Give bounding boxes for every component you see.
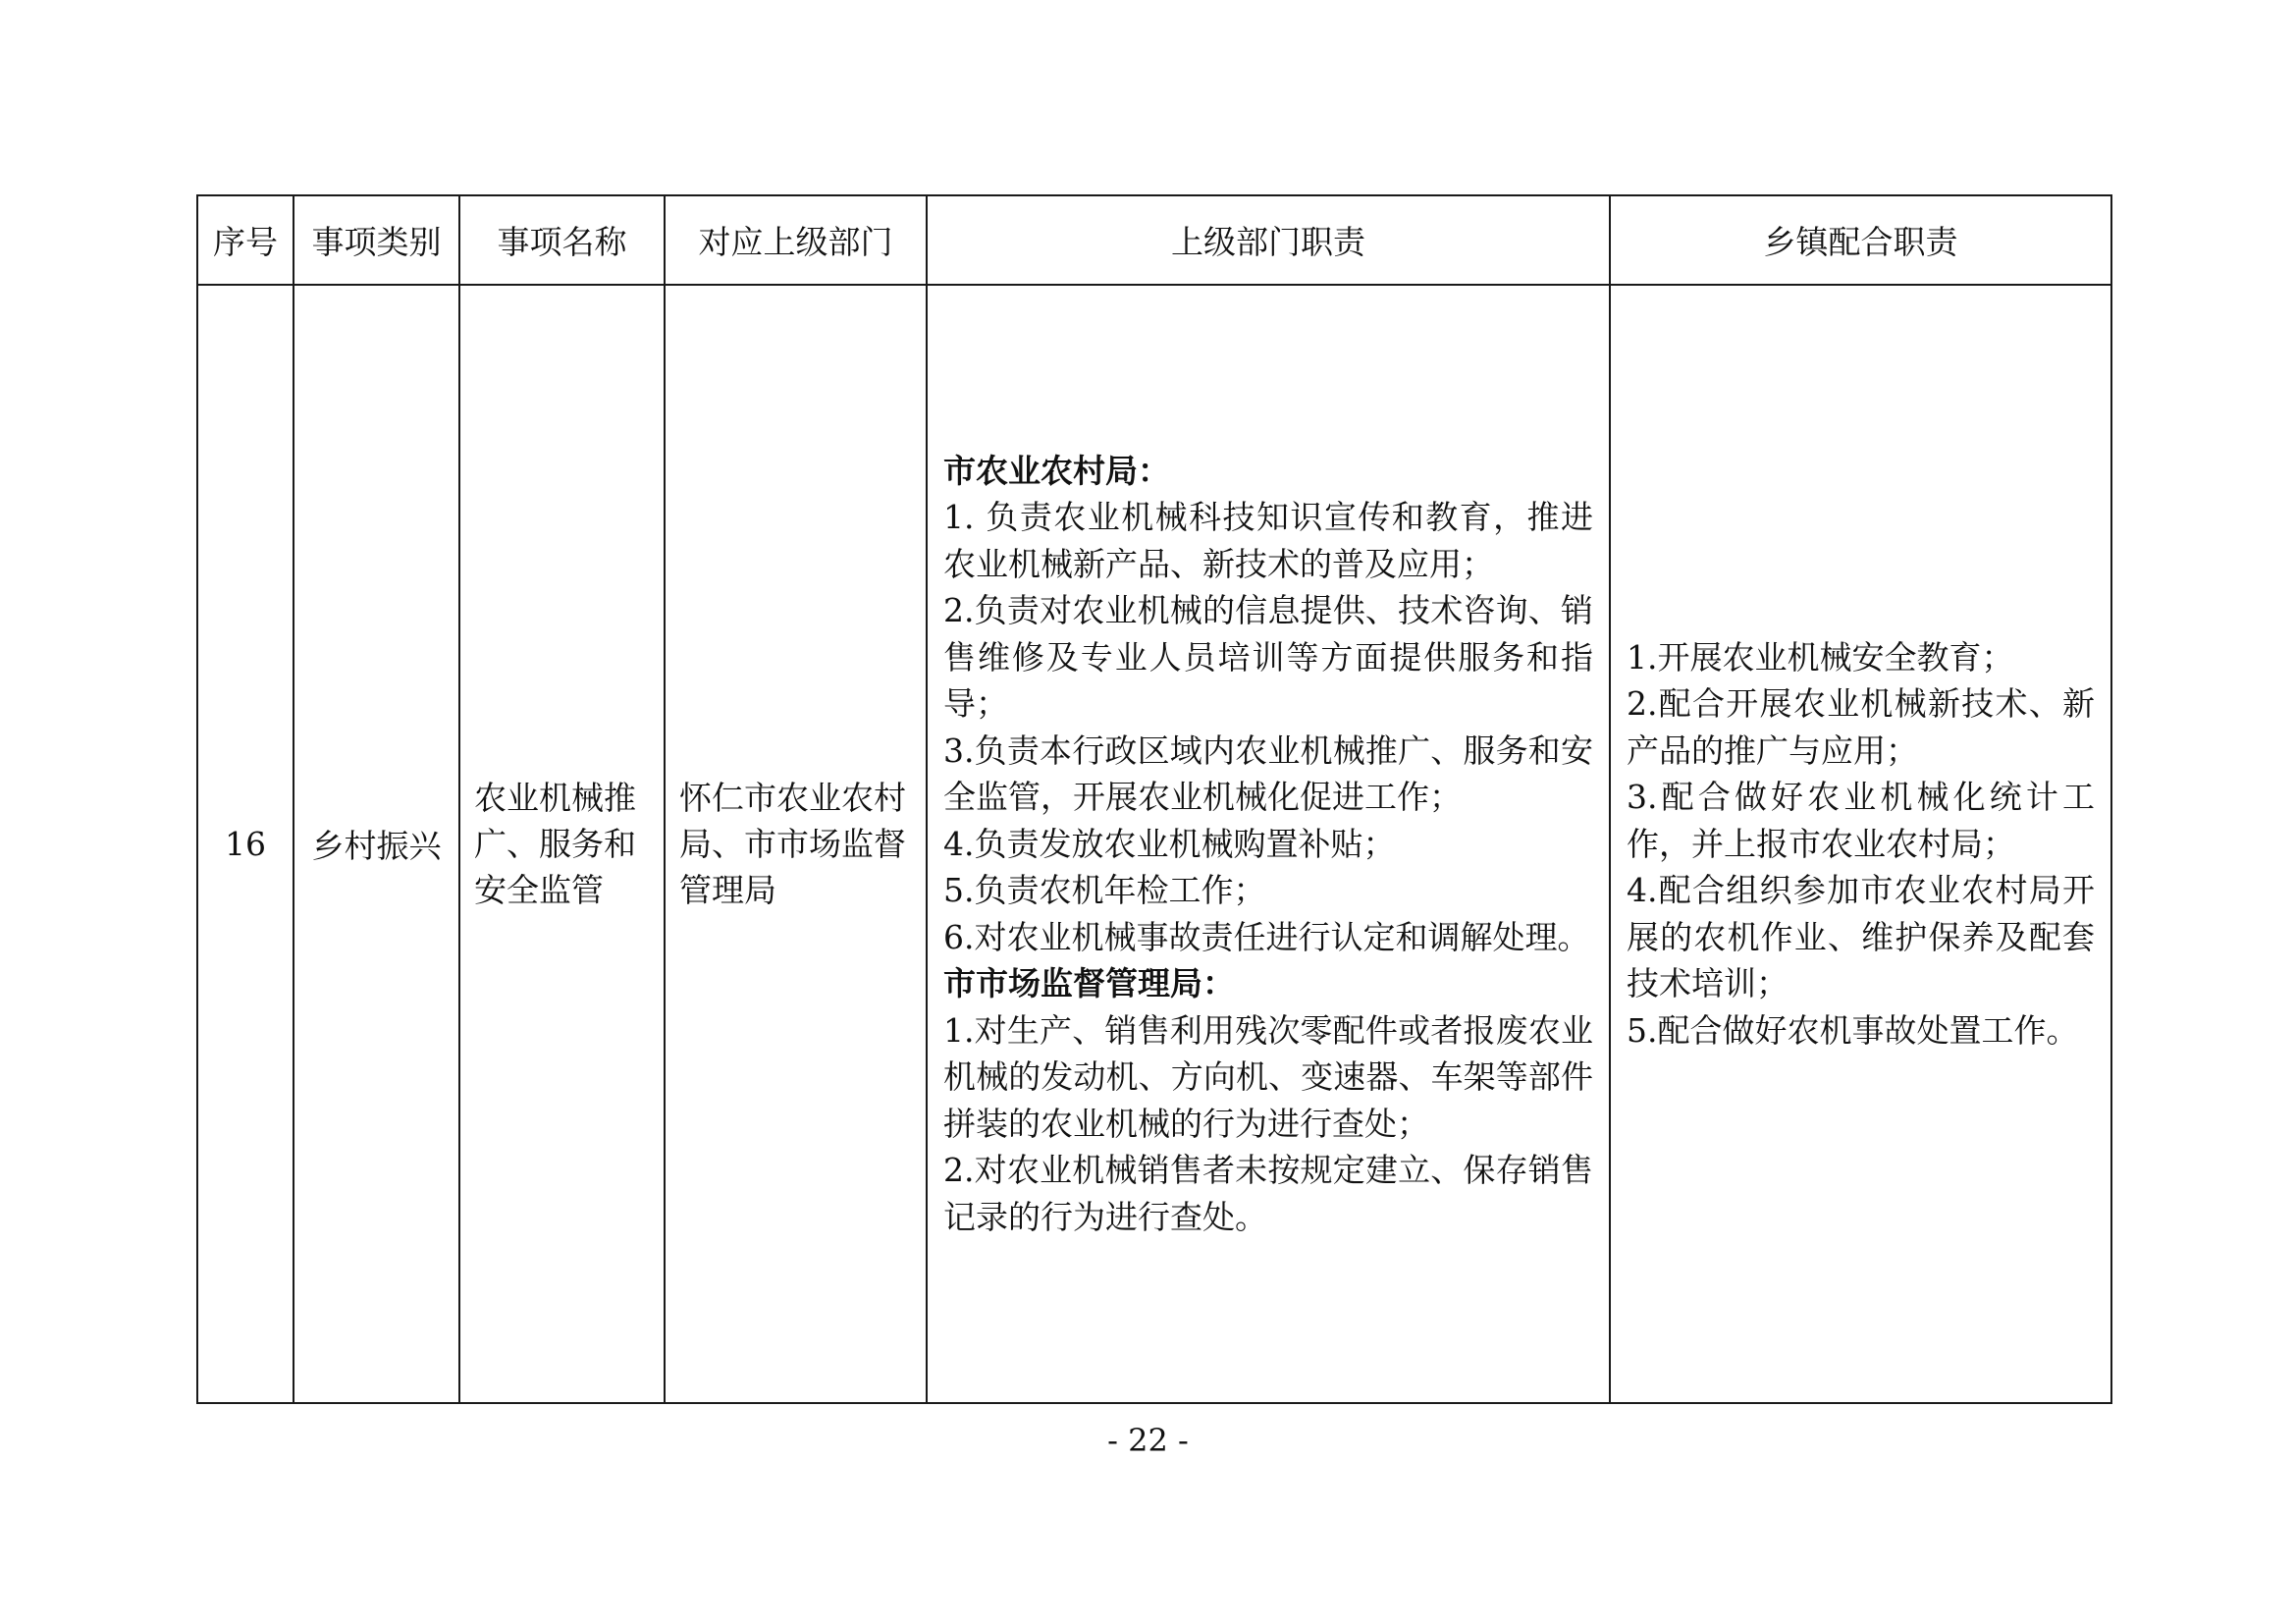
agriculture-duty-item: 6.对农业机械事故责任进行认定和调解处理。 [943,917,1590,956]
agriculture-duty-item: 3.负责本行政区域内农业机械推广、服务和安全监管，开展农业机械化促进工作； [943,731,1593,817]
township-duty-item: 5.配合做好农机事故处置工作。 [1627,1010,2079,1050]
header-superior-department: 对应上级部门 [665,195,927,285]
cell-serial-number: 16 [197,285,294,1403]
agriculture-duty-item: 2.负责对农业机械的信息提供、技术咨询、销售维修及专业人员培训等方面提供服务和指导； [943,591,1593,724]
header-serial-number: 序号 [197,195,294,285]
cell-superior-department: 怀仁市农业农村局、市市场监督管理局 [665,285,927,1403]
agriculture-duty-item: 1. 负责农业机械科技知识宣传和教育，推进农业机械新产品、新技术的普及应用； [943,498,1593,583]
agriculture-duty-item: 4.负责发放农业机械购置补贴； [943,824,1396,863]
market-supervision-heading: 市市场监督管理局： [943,964,1235,1003]
township-duty-item: 3.配合做好农业机械化统计工作，并上报市农业农村局； [1627,778,2095,863]
header-item-name: 事项名称 [459,195,665,285]
market-duty-item: 2.对农业机械销售者未按规定建立、保存销售记录的行为进行查处。 [943,1151,1593,1236]
township-duty-item: 2.配合开展农业机械新技术、新产品的推广与应用； [1627,684,2095,770]
township-duty-item: 4.配合组织参加市农业农村局开展的农机作业、维护保养及配套技术培训； [1627,871,2095,1003]
header-item-category: 事项类别 [294,195,459,285]
market-duty-item: 1.对生产、销售利用残次零配件或者报废农业机械的发动机、方向机、变速器、车架等部件拼装的农业机械的行为进行查处； [943,1010,1593,1143]
agriculture-bureau-heading: 市农业农村局： [943,451,1170,490]
cell-superior-duties [927,285,1610,1403]
cell-item-category: 乡村振兴 [294,285,459,1403]
table-header-row [197,195,2111,285]
duties-table [196,194,2112,1404]
page-number: - 22 - [1107,1422,1189,1459]
agriculture-duty-item: 5.负责农机年检工作； [943,871,1266,910]
township-duty-item: 1.开展农业机械安全教育； [1627,637,2014,677]
cell-township-duties [1610,285,2111,1403]
header-superior-duties: 上级部门职责 [927,195,1610,285]
header-township-duties: 乡镇配合职责 [1610,195,2111,285]
table-row [197,285,2111,1403]
cell-item-name: 农业机械推广、服务和安全监管 [459,285,665,1403]
